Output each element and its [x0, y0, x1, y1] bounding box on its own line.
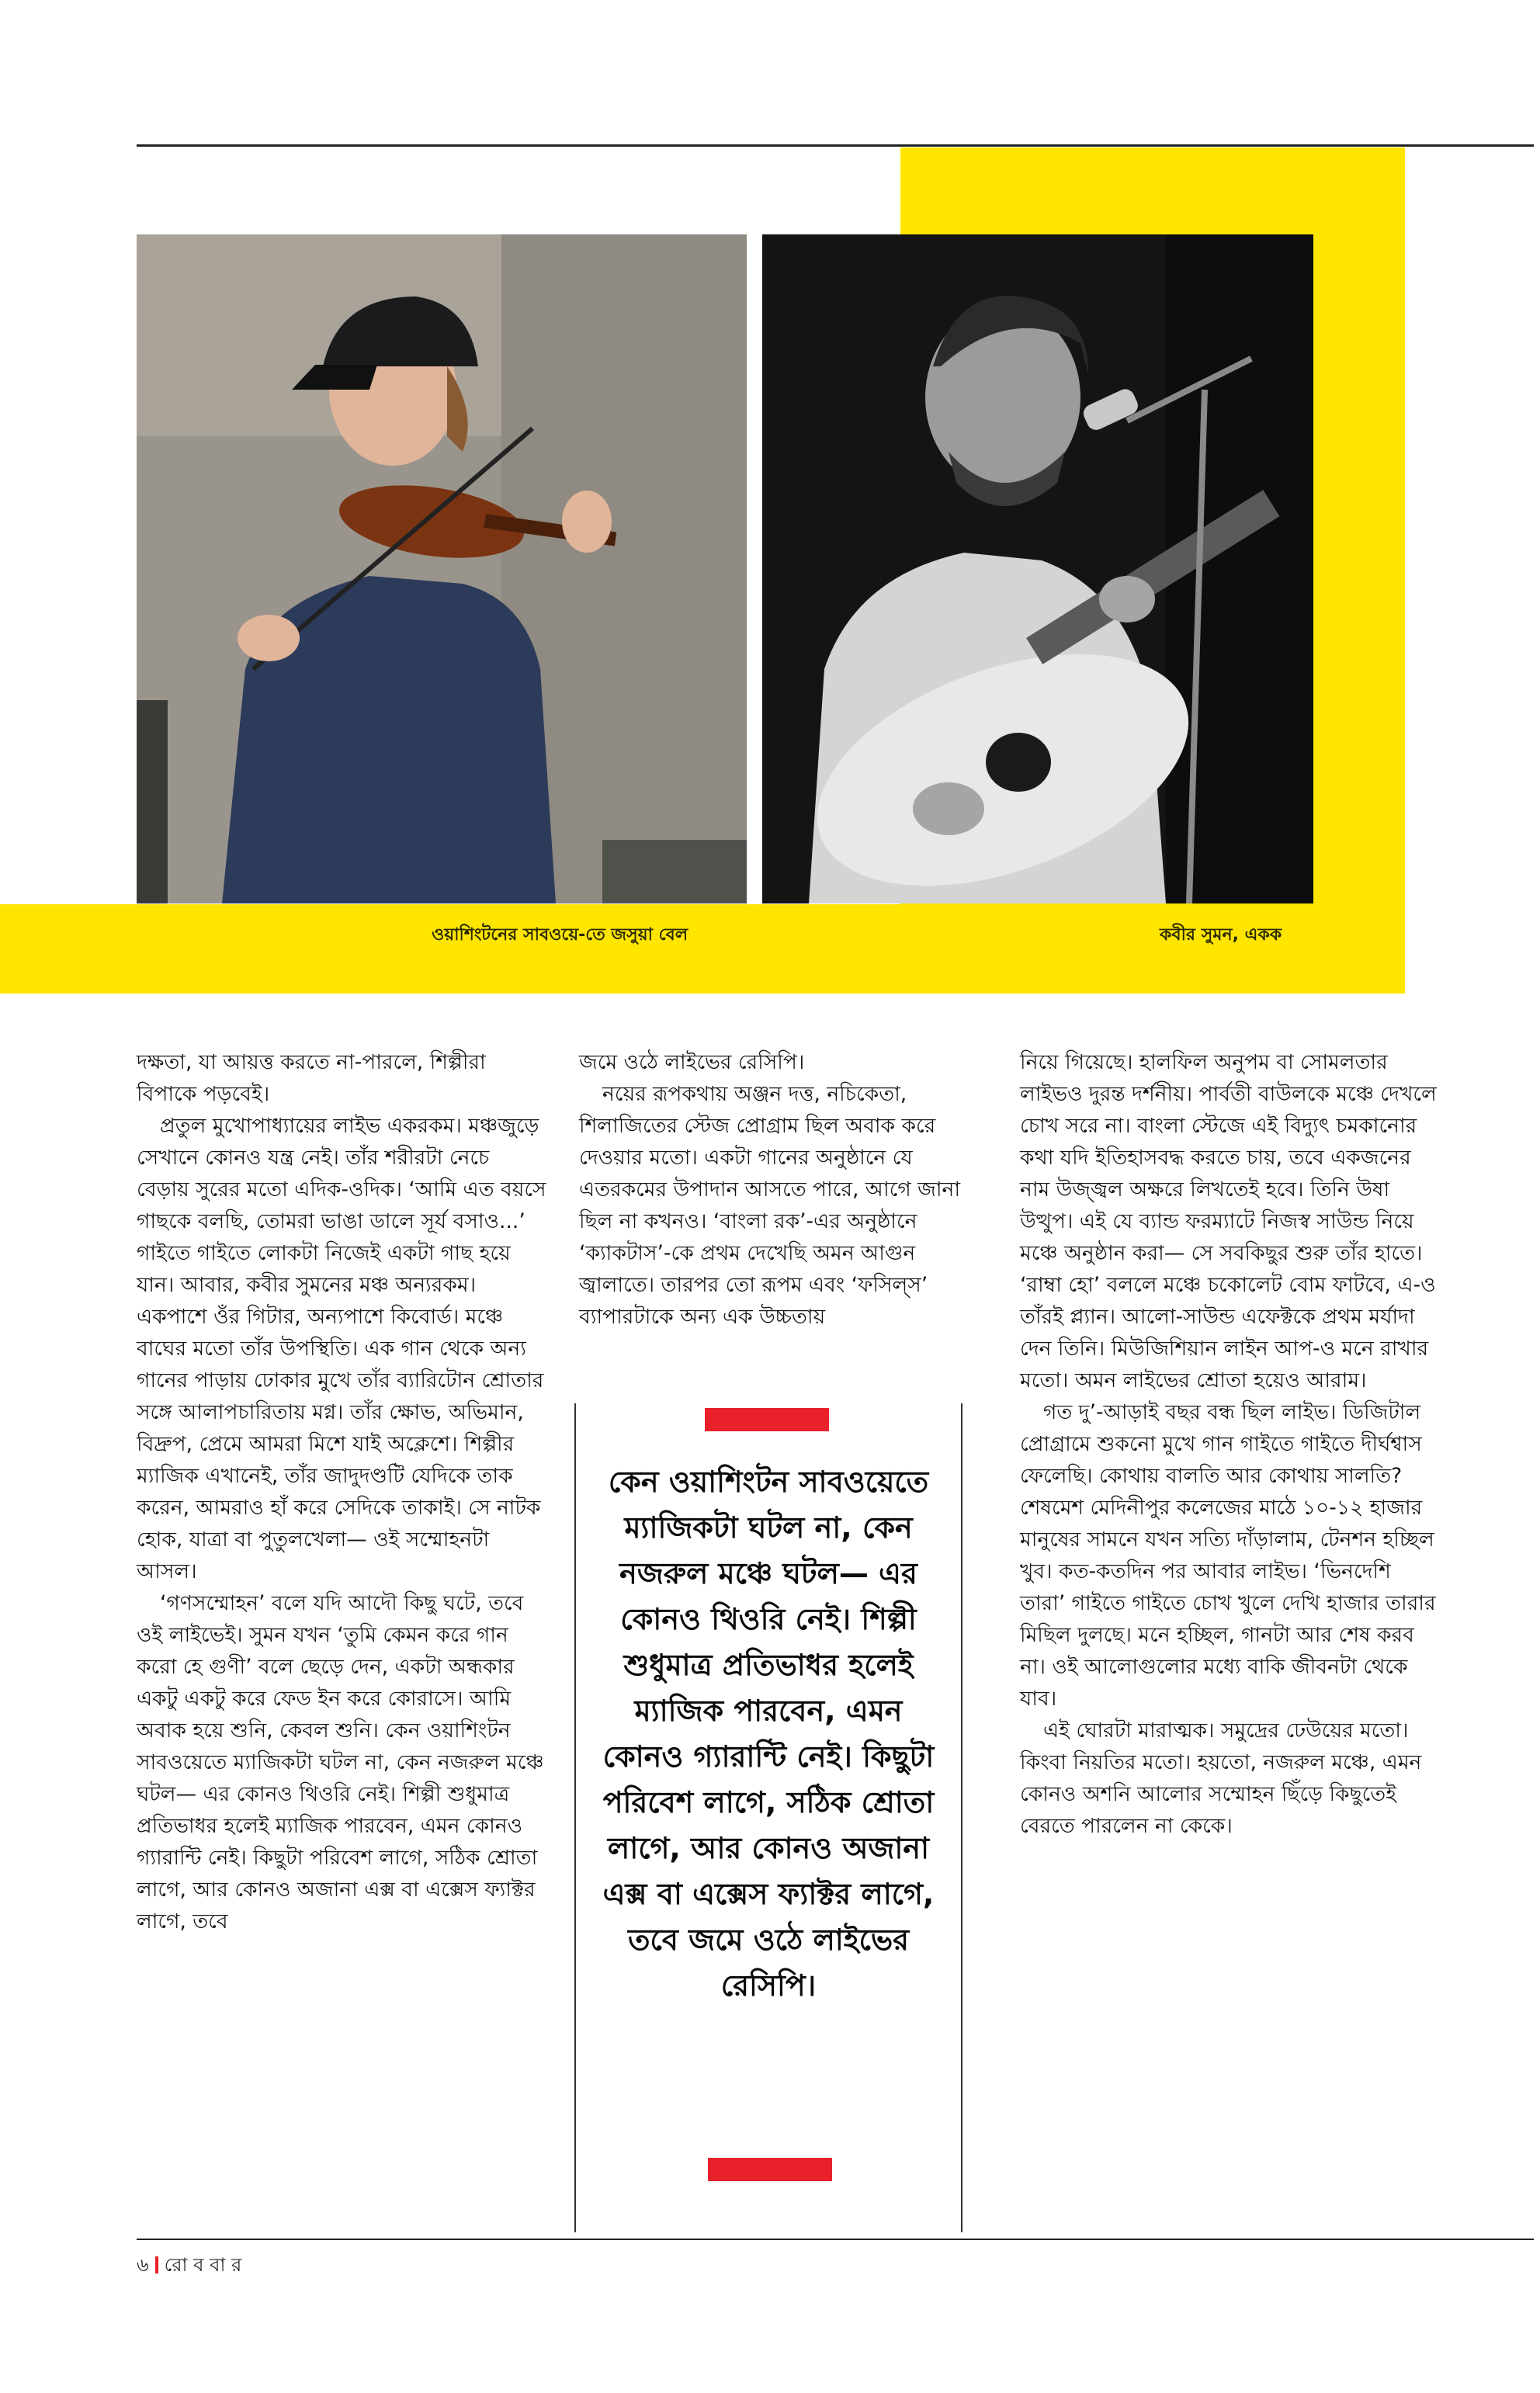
violinist-photo	[137, 234, 747, 903]
footer-divider	[155, 2256, 158, 2273]
paragraph: প্রতুল মুখোপাধ্যায়ের লাইভ একরকম। মঞ্চজুড়ে সেখানে কোনও যন্ত্র নেই। তাঁর শরীরটা নেচে বেড়ায় সুরের মতো এদিক-ওদিক। ‘আমি এত বয়সে গাছকে বলছি, তোমরা ভাঙা ডালে সূর্য বসাও...’ গাইতে গাইতে লোকটা নিজেই একটা গাছ হয়ে যান। আবার, কবীর সুমনের মঞ্চ অন্যরকম। একপাশে ওঁর গিটার, অন্যপাশে কিবোর্ড। মঞ্চে বাঘের মতো তাঁর উপস্থিতি। এক গান থেকে অন্য গানের পাড়ায় ঢোকার মুখে তাঁর ব্যারিটোন শ্রোতার সঙ্গে আলাপচারিতায় মগ্ন। তাঁর ক্ষোভ, অভিমান, বিদ্রুপ, প্রেমে আমরা মিশে যাই অক্লেশে। শিল্পীর ম্যাজিক এখানেই, তাঁর জাদুদণ্ডটি যেদিকে তাক করেন, আমরাও হাঁ করে সেদিকে তাকাই। সে নাটক হোক, যাত্রা বা পুতুলখেলা— ওই সম্মোহনটা আসল।	[137, 1114, 546, 1583]
paragraph: গত দু’-আড়াই বছর বন্ধ ছিল লাইভ। ডিজিটাল প্রোগ্রামে শুকনো মুখে গান গাইতে গাইতে দীর্ঘশ্বাস ফেলেছি। কোথায় বালতি আর কোথায় সালতি? শেষমেশ মেদিনীপুর কলেজের মাঠে ১০-১২ হাজার মানুষের সামনে যখন সত্যি দাঁড়ালাম, টেনশন হচ্ছিল খুব। কত-কতদিন পর আবার লাইভ। ‘ভিনদেশি তারা’ গাইতে গাইতে চোখ খুলে দেখি হাজার তারার মিছিল দুলছে। মনে হচ্ছিল, গানটা আর শেষ করব না। ওই আলোগুলোর মধ্যে বাকি জীবনটা থেকে যাব।	[1020, 1400, 1436, 1711]
paragraph: নিয়ে গিয়েছে। হালফিল অনুপম বা সোমলতার লাইভও দুরন্ত দর্শনীয়। পার্বতী বাউলকে মঞ্চে দেখলে চোখ সরে না। বাংলা স্টেজে এই বিদ্যুৎ চমকানোর কথা যদি ইতিহাসবদ্ধ করতে চায়, তবে একজনের নাম উজ্জ্বল অক্ষরে লিখতেই হবে। তিনি উষা উত্থুপ। এই যে ব্যান্ড ফরম্যাটে নিজস্ব সাউন্ড নিয়ে মঞ্চে অনুষ্ঠান করা— সে সবকিছুর শুরু তাঁর হাতে। ‘রাম্বা হো’ বললে মঞ্চে চকোলেট বোম ফাটবে, এ-ও তাঁরই প্ল্যান। আলো-সাউন্ড এফেক্টকে প্রথম মর্যাদা দেন তিনি। মিউজিশিয়ান লাইন আপ-ও মনে রাখার মতো। অমন লাইভের শ্রোতা হয়েও আরাম।	[1020, 1050, 1437, 1392]
paragraph: ‘গণসম্মোহন’ বলে যদি আদৌ কিছু ঘটে, তবে ওই লাইভেই। সুমন যখন ‘তুমি কেমন করে গান করো হে গুণী’ বলে ছেড়ে দেন, একটা অন্ধকার একটু একটু করে ফেড ইন করে কোরাসে। আমি অবাক হয়ে শুনি, কেবল শুনি। কেন ওয়াশিংটন সাবওয়েতে ম্যাজিকটা ঘটল না, কেন নজরুল মঞ্চে ঘটল— এর কোনও থিওরি নেই। শিল্পী শুধুমাত্র প্রতিভাধর হলেই ম্যাজিক পারবেন, এমন কোনও গ্যারান্টি নেই। কিছুটা পরিবেশ লাগে, সঠিক শ্রোতা লাগে, আর কোনও অজানা এক্স বা এক্সেস ফ্যাক্টর লাগে, তবে	[137, 1591, 544, 1933]
photo-caption-left: ওয়াশিংটনের সাবওয়ে-তে জসুয়া বেল	[432, 925, 688, 945]
article-column-2	[579, 1046, 967, 1333]
page-footer	[137, 2251, 241, 2282]
top-rule	[137, 144, 1534, 147]
pull-quote-bottom-bar	[708, 2158, 832, 2181]
paragraph: এই ঘোরটা মারাত্মক। সমুদ্রের ঢেউয়ের মতো। কিংবা নিয়তির মতো। হয়তো, নজরুল মঞ্চে, এমন কোনও অশনি আলোর সম্মোহন ছিঁড়ে কিছুতেই বেরতে পারলেন না কেকে।	[1020, 1718, 1422, 1838]
page-number: ৬	[137, 2254, 149, 2276]
article-column-3	[1020, 1046, 1439, 1842]
photo-caption-right: কবীর সুমন, একক	[1160, 925, 1282, 945]
pull-quote-top-bar	[705, 1408, 829, 1431]
guitarist-photo	[762, 234, 1313, 903]
paragraph: নয়ের রূপকথায় অঞ্জন দত্ত, নচিকেতা, শিলাজিতের স্টেজ প্রোগ্রাম ছিল অবাক করে দেওয়ার মতো। একটা গানের অনুষ্ঠানে যে এতরকমের উপাদান আসতে পারে, আগে জানা ছিল না কখনও। ‘বাংলা রক’-এর অনুষ্ঠানে ‘ক্যাকটাস’-কে প্রথম দেখেছি অমন আগুন জ্বালাতে। তারপর তো রূপম এবং ‘ফসিল্‌স’ ব্যাপারটাকে অন্য এক উচ্চতায়	[579, 1082, 961, 1329]
paragraph: দক্ষতা, যা আয়ত্ত করতে না-পারলে, শিল্পীরা বিপাকে পড়বেই।	[137, 1050, 486, 1106]
column-divider-left	[574, 1403, 576, 2232]
magazine-name: রো ব বা র	[164, 2254, 242, 2276]
column-divider-right	[961, 1403, 962, 2232]
article-column-1	[137, 1046, 548, 1937]
bottom-rule	[137, 2239, 1534, 2240]
pull-quote: কেন ওয়াশিংটন সাবওয়েতে ম্যাজিকটা ঘটল না, কেন নজরুল মঞ্চে ঘটল— এর কোনও থিওরি নেই। শিল্পী শুধুমাত্র প্রতিভাধর হলেই ম্যাজিক পারবেন, এমন কোনও গ্যারান্টি নেই। কিছুটা পরিবেশ লাগে, সঠিক শ্রোতা লাগে, আর কোনও অজানা এক্স বা এক্সেস ফ্যাক্টর লাগে, তবে জমে ওঠে লাইভের রেসিপি।	[602, 1465, 935, 2003]
paragraph: জমে ওঠে লাইভের রেসিপি।	[579, 1050, 805, 1074]
